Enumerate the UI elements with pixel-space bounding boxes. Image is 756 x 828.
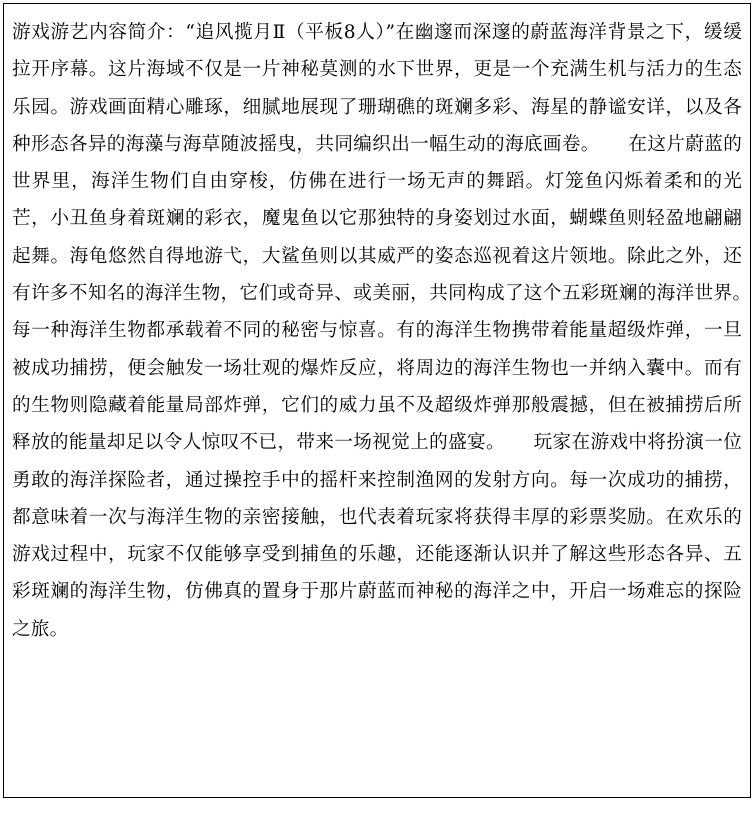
paragraph-4: 玩家在游戏中将扮演一位勇敢的海洋探险者，通过操控手中的摇杆来控制渔网的发射方向。每一次成功的捕捞，都意味着一次与海洋生物的亲密接触，也代表着玩家将获得丰厚的彩票奖励。在欢乐的游戏过程中，玩家不仅能够享受到捕鱼的乐趣，还能逐渐认识并了解这些形态各异、五彩斑斓的海洋生物，仿佛真的置身于那片蔚蓝而神秘的海洋之中，开启一场难忘的探险之旅。 <box>12 432 742 640</box>
description-text <box>12 14 742 648</box>
paragraph-2: 在这片蔚蓝的世界里，海洋生物们自由穿梭，仿佛在进行一场无声的舞蹈。灯笼鱼闪烁着柔和的光芒，小丑鱼身着斑斓的彩衣，魔鬼鱼以它那独特的身姿划过水面，蝴蝶鱼则轻盈地翩翩起舞。海龟悠然自得地游弋，大鲨鱼则以其威严的姿态巡视着这片领地。除此之外，还有许多不知名的海洋生物，它们或奇异、或美丽，共同构成了这个五彩斑斓的海洋世界。 <box>12 133 743 305</box>
content-description-box <box>3 3 751 798</box>
paragraph-1: “追风揽月Ⅱ（平板8人）”在幽邃而深邃的蔚蓝海洋背景之下，缓缓拉开序幕。这片海域不仅是一片神秘莫测的水下世界，更是一个充满生机与活力的生态乐园。游戏画面精心雕琢，细腻地展现了珊瑚礁的斑斓多彩、海星的静谧安详，以及各种形态各异的海藻与海草随波摇曳，共同编织出一幅生动的海底画卷。 <box>12 22 742 155</box>
paragraph-3: 每一种海洋生物都承载着不同的秘密与惊喜。有的海洋生物携带着能量超级炸弹，一旦被成功捕捞，便会触发一场壮观的爆炸反应，将周边的海洋生物也一并纳入囊中。而有的生物则隐藏着能量局部炸弹，它们的威力虽不及超级炸弹那般震撼，但在被捕捞后所释放的能量却足以令人惊叹不已，带来一场视觉上的盛宴。 <box>12 320 742 454</box>
description-heading: 游戏游艺内容简介： <box>12 22 186 43</box>
